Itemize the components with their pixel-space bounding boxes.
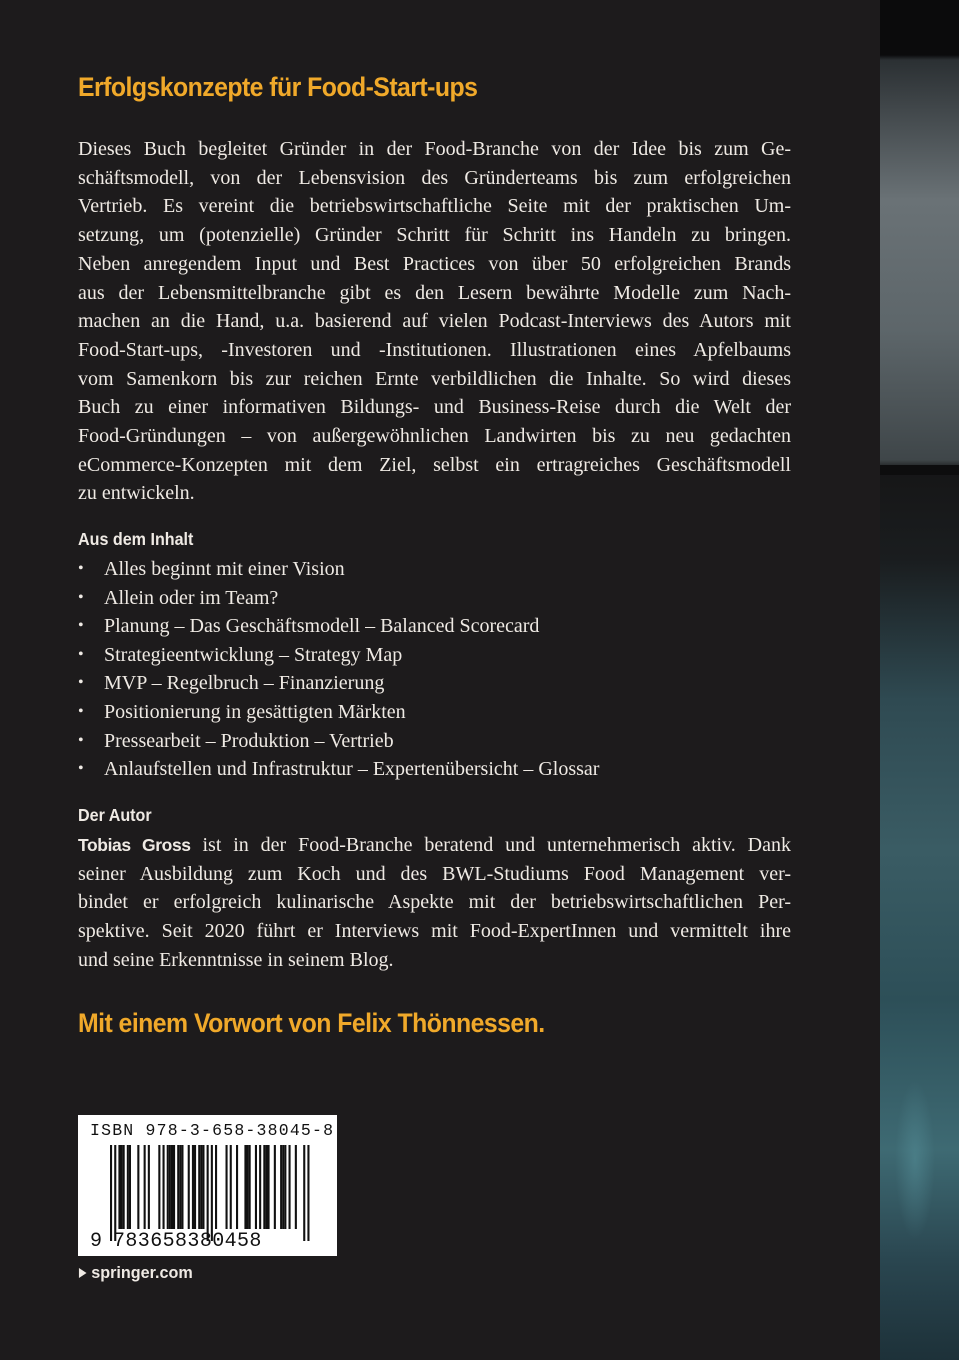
contents-list xyxy=(78,555,599,784)
barcode-bar xyxy=(118,1145,120,1229)
author-bio-line: und seine Erkenntnisse in seinem Blog. xyxy=(78,948,394,971)
contents-heading: Aus dem Inhalt xyxy=(78,529,194,549)
book-title: Erfolgskonzepte für Food-Start-ups xyxy=(78,72,478,102)
list-item-label: Strategieentwicklung – Strategy Map xyxy=(104,643,403,666)
barcode-bar xyxy=(265,1145,267,1229)
list-item xyxy=(78,698,599,727)
barcode-bar xyxy=(236,1145,238,1229)
barcode-guard-bar xyxy=(114,1145,116,1241)
barcode-bar xyxy=(255,1145,257,1229)
author-bio-line: spektive. Seit 2020 führt er Interviews mit Food-ExpertInnen und vermittelt ihre xyxy=(78,920,791,943)
barcode-bar xyxy=(158,1145,160,1229)
barcode-bar xyxy=(169,1145,171,1229)
bullet-icon: • xyxy=(78,760,84,778)
bullet-icon: • xyxy=(78,731,84,749)
description-line: zu entwickeln. xyxy=(78,482,195,505)
description-line: eCommerce-Konzepten mit dem Ziel, selbst ein ertragreiches Geschäftsmodell xyxy=(78,453,791,476)
author-bio-line xyxy=(78,831,791,860)
list-item-label: Pressearbeit – Produktion – Vertrieb xyxy=(104,729,394,752)
barcode-bar xyxy=(188,1145,190,1229)
barcode-guard-bar xyxy=(307,1145,309,1241)
barcode-bar xyxy=(173,1145,175,1229)
cover-photo-glow xyxy=(895,1080,935,1240)
barcode-bar xyxy=(263,1145,265,1229)
barcode-bar xyxy=(259,1145,261,1229)
list-item xyxy=(78,555,599,584)
cover-photo-band xyxy=(880,465,959,475)
barcode-bar xyxy=(282,1145,284,1229)
isbn-barcode xyxy=(78,1115,337,1256)
description-line: schäftsmodell, von der Lebensvision des Gründerteams bis zum erfolgreichen xyxy=(78,166,791,189)
author-bio-text: ist in der Food-Branche beratend und unternehmerisch aktiv. Dank xyxy=(190,834,791,856)
barcode-bar xyxy=(289,1145,291,1229)
barcode-bar xyxy=(123,1145,125,1229)
author-heading: Der Autor xyxy=(78,805,152,825)
description-line: machen an die Hand, u.a. basierend auf vielen Podcast-Interviews des Autors mit xyxy=(78,310,791,333)
list-item xyxy=(78,584,599,613)
list-item xyxy=(78,641,599,670)
author-bio xyxy=(78,831,791,975)
barcode-bar xyxy=(194,1145,196,1229)
barcode-bar xyxy=(226,1145,228,1229)
barcode-bar xyxy=(179,1145,181,1229)
description-line: Food-Start-ups, -Investoren und -Institutionen. Illustrationen eines Apfelbaums xyxy=(78,338,791,361)
list-item-label: Alles beginnt mit einer Vision xyxy=(104,558,345,580)
list-item-label: Anlaufstellen und Infrastruktur – Expertenübersicht – Glossar xyxy=(104,758,600,781)
barcode-bar xyxy=(177,1145,179,1229)
list-item-label: Planung – Das Geschäftsmodell – Balanced Scorecard xyxy=(104,615,540,638)
barcode-guard-bar xyxy=(110,1145,112,1241)
book-description xyxy=(78,135,791,508)
barcode-bar xyxy=(202,1145,204,1229)
description-line: Neben anregendem Input und Best Practices von über 50 erfolgreichen Brands xyxy=(78,252,791,275)
barcode-guard-bar xyxy=(303,1145,305,1241)
author-bio-line: bindet er erfolgreich kulinarische Aspekte mit der betriebswirtschaftlichen Per- xyxy=(78,891,791,914)
publisher-link[interactable] xyxy=(78,1263,193,1283)
barcode-bar xyxy=(280,1145,282,1229)
barcode-bar xyxy=(181,1145,183,1229)
bullet-icon: • xyxy=(78,588,84,606)
isbn-label: ISBN 978-3-658-38045-8 xyxy=(90,1121,335,1140)
bullet-icon: • xyxy=(78,617,84,635)
list-item-label: MVP – Regelbruch – Finanzierung xyxy=(104,672,385,695)
barcode-bar xyxy=(247,1145,249,1229)
barcode-bar xyxy=(244,1145,246,1229)
bullet-icon: • xyxy=(78,702,84,720)
barcode-bar xyxy=(284,1145,286,1229)
list-item xyxy=(78,727,599,756)
barcode-bar xyxy=(127,1145,129,1229)
barcode-bar xyxy=(215,1145,217,1229)
barcode-bar xyxy=(268,1145,270,1229)
description-line: setzung, um (potenzielle) Gründer Schritt für Schritt ins Handeln zu bringen. xyxy=(78,224,791,247)
barcode-bar xyxy=(274,1145,276,1229)
list-item xyxy=(78,612,599,641)
bullet-icon: • xyxy=(78,674,84,692)
barcode-guard-bar xyxy=(211,1145,213,1241)
barcode-bar xyxy=(249,1145,251,1229)
barcode-bar xyxy=(230,1145,232,1229)
bullet-icon: • xyxy=(78,560,84,577)
description-line: Buch zu einer informativen Bildungs- und Business-Reise durch die Welt der xyxy=(78,396,791,419)
list-item-label: Positionierung in gesättigten Märkten xyxy=(104,700,406,723)
bullet-icon: • xyxy=(78,645,84,663)
barcode-bar xyxy=(163,1145,165,1229)
publisher-url: springer.com xyxy=(91,1263,193,1282)
description-line: aus der Lebensmittelbranche gibt es den Lesern bewährte Modelle zum Nach- xyxy=(78,281,791,304)
barcode-bar xyxy=(167,1145,169,1229)
foreword-note: Mit einem Vorwort von Felix Thönnessen. xyxy=(78,1008,545,1038)
author-bio-line: seiner Ausbildung zum Koch und des BWL-Studiums Food Management ver- xyxy=(78,862,791,885)
list-item xyxy=(78,669,599,698)
play-arrow-icon xyxy=(78,1267,88,1279)
barcode-bar xyxy=(295,1145,297,1229)
description-line: vom Samenkorn bis zur reichen Ernte verbildlichen die Inhalte. So wird dieses xyxy=(78,367,791,390)
description-line: Vertrieb. Es vereint die betriebswirtschaftliche Seite mit der praktischen Um- xyxy=(78,195,791,218)
author-name: Tobias Gross xyxy=(78,835,191,855)
barcode-bar xyxy=(192,1145,194,1229)
barcode-bar xyxy=(198,1145,200,1229)
description-line: Food-Gründungen – von außergewöhnlichen Landwirten bis zu neu gedachten xyxy=(78,425,791,448)
barcode-bar xyxy=(137,1145,139,1229)
barcode-bar xyxy=(148,1145,150,1229)
barcode-bar xyxy=(200,1145,202,1229)
barcode-bar xyxy=(129,1145,131,1229)
barcode-guard-bar xyxy=(207,1145,209,1241)
ean-lead-digit: 9 xyxy=(90,1230,103,1253)
description-line: Dieses Buch begleitet Gründer in der Food-Branche von der Idee bis zum Ge- xyxy=(78,138,791,160)
list-item-label: Allein oder im Team? xyxy=(104,586,279,609)
barcode-bar xyxy=(144,1145,146,1229)
ean-digits: 783658380458 xyxy=(113,1230,262,1253)
list-item xyxy=(78,755,599,784)
barcode-bar xyxy=(121,1145,123,1229)
barcode-bar xyxy=(171,1145,173,1229)
